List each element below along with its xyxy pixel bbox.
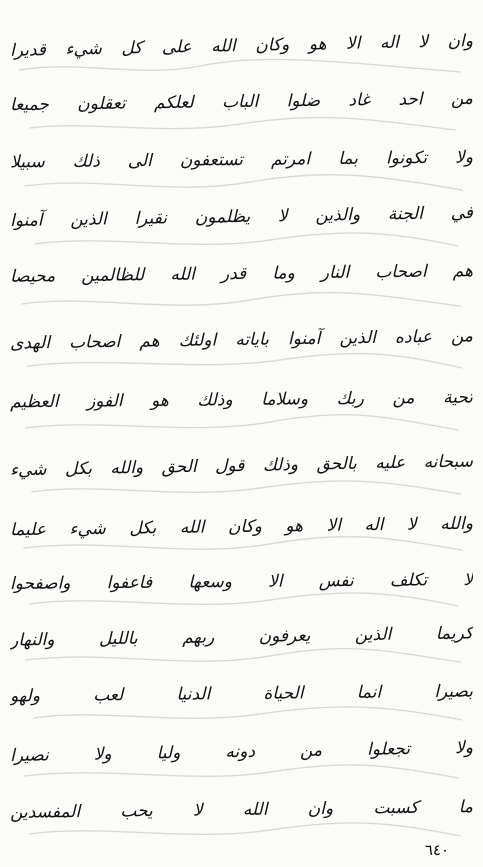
text-line-7: تحية من ربك وسلاما وذلك هو الفوز العظيم — [9, 387, 474, 413]
text-line-2: من احد غاد ضلوا الباب لعلكم تعقلون جميعا — [9, 88, 474, 116]
page-number: ٦٤٠ — [424, 841, 449, 859]
text-line-9: والله لا اله الا هو وكان الله بكل شيء عليما — [9, 513, 474, 541]
text-line-8: سبحانه عليه بالحق وذلك قول الحق والله بكل شيء — [9, 451, 474, 481]
text-line-1: وان لا اله الا هو وكان الله على كل شيء قديرا — [9, 31, 474, 61]
text-line-13: ولا تجعلوا من دونه وليا ولا نصيرا — [9, 737, 474, 767]
text-line-14: ما كسبت وان الله لا يحب المفسدين — [9, 797, 474, 823]
text-line-6: من عباده الذين آمنوا باياته اولئك هم اصحاب الهدى — [9, 326, 474, 354]
text-line-12: بصيرا انما الحياة الدنيا لعب ولهو — [9, 681, 474, 707]
text-line-3: ولا تكونوا بما امرتم تستعفون الى ذلك سبيلا — [9, 147, 474, 173]
text-line-11: كريما الذين يعرفون ربهم بالليل والنهار — [9, 623, 474, 651]
text-line-5: هم اصحاب النار وما قدر الله للظالمين محيصا — [9, 261, 474, 287]
text-line-10: لا تكلف نفس الا وسعها فاعفوا واصفحوا — [9, 569, 474, 595]
text-line-4: في الجنة والذين لا يظلمون نقيرا الذين آمنوا — [9, 202, 474, 232]
